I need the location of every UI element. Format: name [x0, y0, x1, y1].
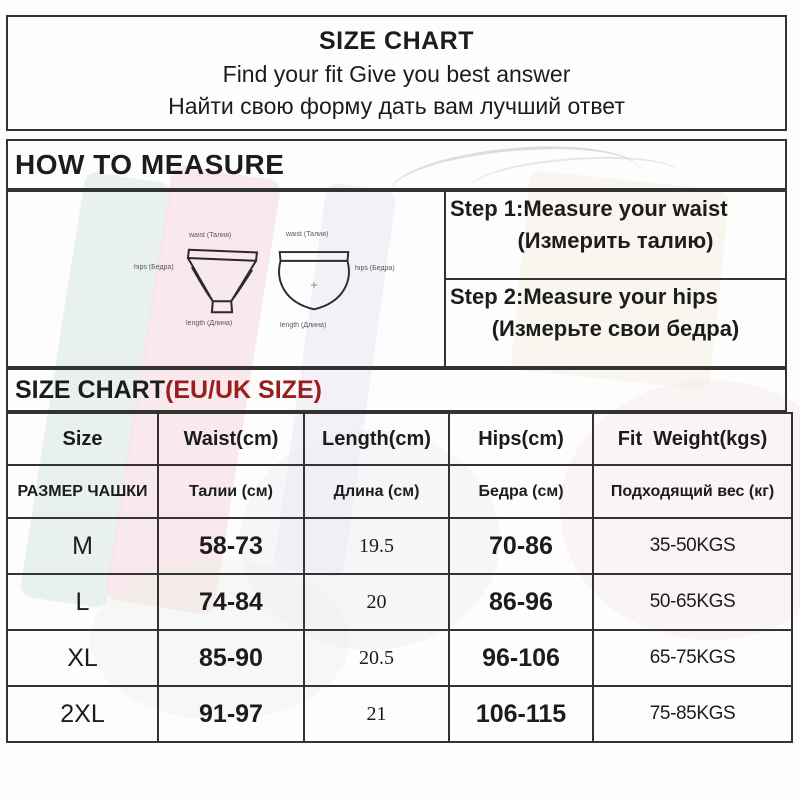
- size-chart-heading: [8, 376, 322, 405]
- label-waist-back: waist (Талия): [286, 231, 329, 238]
- weight-value: 65-75KGS: [593, 630, 792, 686]
- subtitle-ru: Найти свою форму дать вам лучший ответ: [168, 92, 625, 119]
- hips-value: 96-106: [449, 630, 593, 686]
- col-header-weight-ru: Подходящий вес (кг): [593, 465, 792, 518]
- measure-diagram-section: [6, 190, 787, 368]
- page-title: SIZE CHART: [319, 26, 474, 55]
- waist-value: 74-84: [158, 574, 304, 630]
- label-length-back: length (Длина): [280, 322, 327, 329]
- step-2: [446, 280, 785, 366]
- length-value: 21: [304, 686, 449, 742]
- label-waist-front: waist (Талия): [189, 232, 232, 239]
- table-row-l: [7, 574, 792, 630]
- hips-value: 70-86: [449, 518, 593, 574]
- step-1: [446, 192, 785, 280]
- step-2-text-ru: (Измерьте свои бедра): [491, 316, 740, 341]
- waist-value: 85-90: [158, 630, 304, 686]
- waist-value: 91-97: [158, 686, 304, 742]
- step-1-text: Step 1:Measure your waist: [450, 196, 728, 221]
- col-header-waist-ru: Талии (см): [158, 465, 304, 518]
- table-row-m: [7, 518, 792, 574]
- size-value: L: [7, 574, 158, 630]
- col-header-hips-ru: Бедра (см): [449, 465, 593, 518]
- table-header-ru: [7, 465, 792, 518]
- how-to-measure-heading: HOW TO MEASURE: [15, 148, 285, 180]
- table-row-2xl: [7, 686, 792, 742]
- waist-value: 58-73: [158, 518, 304, 574]
- label-hips-front: hips (Бедра): [134, 264, 174, 271]
- size-value: 2XL: [7, 686, 158, 742]
- size-value: M: [7, 518, 158, 574]
- weight-value: 50-65KGS: [593, 574, 792, 630]
- weight-value: 75-85KGS: [593, 686, 792, 742]
- size-chart-heading-row: [6, 368, 787, 412]
- col-header-weight: Fit Weight(kgs): [593, 413, 792, 465]
- length-value: 20: [304, 574, 449, 630]
- col-header-waist: Waist(cm): [158, 413, 304, 465]
- label-length-front: length (Длина): [186, 320, 233, 327]
- col-header-length: Length(cm): [304, 413, 449, 465]
- step-1-text-ru: (Измерить талию): [517, 228, 714, 253]
- col-header-size-ru: РАЗМЕР ЧАШКИ: [7, 465, 158, 518]
- weight-value: 35-50KGS: [593, 518, 792, 574]
- table-header-en: [7, 413, 792, 465]
- label-hips-back: hips (Бедра): [355, 265, 395, 272]
- step-2-text: Step 2:Measure your hips: [450, 284, 718, 309]
- table-row-xl: [7, 630, 792, 686]
- hips-value: 106-115: [449, 686, 593, 742]
- size-table: [6, 412, 793, 743]
- size-value: XL: [7, 630, 158, 686]
- panty-back-diagram: [270, 244, 358, 320]
- length-value: 20.5: [304, 630, 449, 686]
- subtitle-en: Find your fit Give you best answer: [222, 60, 571, 87]
- header: [6, 15, 787, 131]
- size-chart-heading-red: (EU/UK SIZE): [165, 375, 322, 404]
- size-chart-heading-black: SIZE CHART: [15, 375, 165, 404]
- measure-steps: [444, 192, 785, 366]
- how-to-measure-section: [6, 139, 787, 190]
- hips-value: 86-96: [449, 574, 593, 630]
- length-value: 19.5: [304, 518, 449, 574]
- panty-front-diagram: [176, 244, 268, 318]
- col-header-length-ru: Длина (см): [304, 465, 449, 518]
- col-header-size: Size: [7, 413, 158, 465]
- col-header-hips: Hips(cm): [449, 413, 593, 465]
